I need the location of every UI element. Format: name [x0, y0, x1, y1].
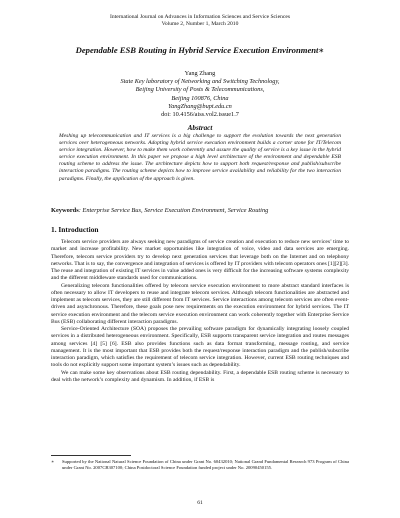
author-block: [0, 70, 400, 119]
abstract-text: Meshing up telecommunication and IT services is a big challenge to support the evolution towards the next generation services over heterogeneous networks. Adopting hybrid service execution environment builds a corner stone for IT/Telecom service integration. However, how to make them work coherently and assure the quality of service is a key issue in the hybrid service execution environment. In this paper we propose a high level architecture of the environment and dependable ESB routing scheme to address the issue. The architecture depicts how to support both request/response and publish/subscribe interaction paradigms. The routing scheme depicts how to improve service availability and reliability for the two interaction paradigms. Finally, the application of the approach is given.: [59, 133, 341, 182]
keywords-label: Keywords: [51, 207, 79, 214]
body-paragraph: We can make some key observations about ESB routing dependability. First, a dependable ESB routing scheme is necessary to deal with the network’s complexity and dynamism. In addition, if ESB is: [51, 369, 349, 383]
section-heading: 1. Introduction: [51, 225, 99, 234]
footnote: [51, 459, 349, 471]
footnote-text: Supported by the National Natural Science Foundation of China under Grant No. 60432010; National Grand Fundamental Research 973 Program of China under Grant No. 2007CB307100; China Postdoctoral Science Foundation funded project under No. 20090450155.: [62, 459, 349, 470]
journal-name: International Journal on Advances in Information Sciences and Service Sciences: [109, 14, 291, 20]
page-number: 61: [197, 500, 203, 506]
paper-title-block: [0, 45, 400, 56]
keywords-text: : Enterprise Service Bus, Service Execution Environment, Service Routing: [78, 207, 269, 214]
footnote-mark: ∗: [51, 459, 55, 464]
body-paragraph: Service-Oriented Architecture (SOA) proposes the prevailing software paradigm for dynamically integrating loosely coupled services in a distributed heterogeneous environment. Specifically, ESB supports transparent service integration and routes messages among services [4] [5] [6]. ESB also provides functions such as data format transforming, message routing, and service management. It is the most important that ESB provides both the request/response interaction paradigm and the publish/subscribe interaction paradigm, which satisfies the requirement of telecom service integration. However, current ESB routing techniques and tools do not explicitly support some important system’s issues such as dependability.: [51, 326, 349, 369]
author-affiliation-university: Beijing University of Posts & Telecommunications,: [135, 86, 265, 94]
keywords-line: [51, 207, 351, 214]
author-email: YangZhang@bupt.edu.cn: [168, 102, 232, 110]
paper-doi: doi: 10.4156/aiss.vol2.issue1.7: [161, 111, 239, 119]
author-affiliation-city: Beijing 100876, China: [171, 94, 229, 102]
section-body: [51, 239, 349, 384]
footnote-divider: [51, 455, 131, 456]
body-paragraph: Generalizing telecom functionalities offered by telecom service execution environment to more abstract standard interfaces is often necessary to allow IT developers to reuse and integrate telecom services. Although telecom functionalities are abstracted and implement as telecom services, they are still different from IT services. Service interactions among telecom services are often event-driven and asynchronous. Therefore, these goals pose new requirements on the execution environment for hybrid services. The IT service execution environment and the telecom service execution environment can work coherently together with Enterprise Service Bus (ESB) collaborating different interaction paradigms.: [51, 282, 349, 325]
title-footnote-mark: ∗: [318, 45, 325, 55]
paper-title: Dependable ESB Routing in Hybrid Service Execution Environment: [75, 45, 319, 55]
body-paragraph: Telecom service providers are always seeking new paradigms of service creation and execution to reduce new services’ time to market and increase profitability. New market opportunities like integration of voice, video and data services are emerging. Therefore, telecom service providers try to develop next generation services that leverage both on the Internet and on telephony networks. That is to say, the convergence and integration of services is offered by IT providers with telecom operators ones [1][2][3]. The reuse and integration of existing IT services in value added ones is very difficult for the increasing software systems complexity and the different middleware standards used for communications.: [51, 239, 349, 282]
abstract-heading: Abstract: [187, 124, 213, 132]
author-name: Yang Zhang: [184, 70, 216, 77]
journal-header: [0, 14, 400, 28]
journal-volume: Volume 2, Number 1, March 2010: [161, 21, 239, 27]
author-affiliation-lab: State Key laboratory of Networking and Switching Technology,: [120, 78, 280, 86]
